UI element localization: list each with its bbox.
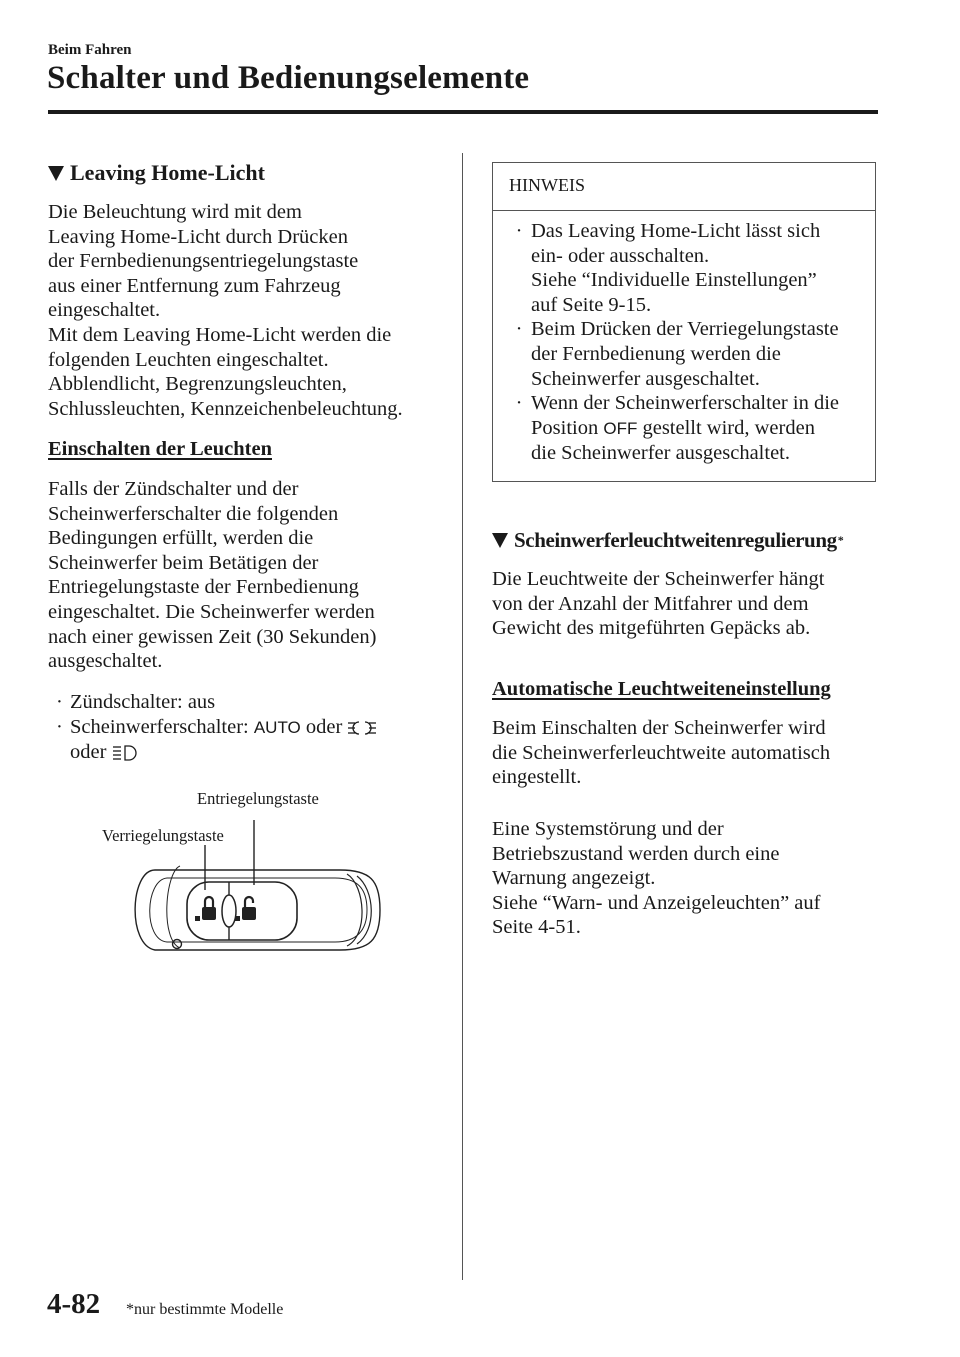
list-item: · Scheinwerferschalter: AUTO oder bbox=[56, 715, 456, 741]
triangle-marker-icon bbox=[492, 533, 508, 548]
list-item: · Beim Drücken der Verriegelungstaste der Fernbedienung werden die Scheinwerfer ausgeschaltet. bbox=[515, 318, 839, 390]
text-line: aus einer Entfernung zum Fahrzeug bbox=[48, 274, 341, 297]
key-fob-illustration bbox=[125, 790, 385, 960]
subheading-automatische: Automatische Leuchtweiteneinstellung bbox=[492, 678, 831, 700]
conditions-paragraph bbox=[48, 477, 453, 674]
lock-button-icon bbox=[202, 907, 216, 920]
text-line: Leaving Home-Licht durch Drücken bbox=[48, 225, 348, 248]
text-line: Scheinwerfer beim Betätigen der bbox=[48, 551, 319, 574]
text-line: nach einer gewissen Zeit (30 Sekunden) bbox=[48, 625, 377, 648]
headlight-icon bbox=[112, 743, 138, 763]
parking-light-icon bbox=[347, 718, 377, 738]
text-line: Eine Systemstörung und der bbox=[492, 818, 724, 840]
section-heading-text: Scheinwerferleuchtweitenregulierung bbox=[514, 528, 837, 552]
auto-position-label: AUTO bbox=[253, 717, 301, 737]
text-line: Seite 4-51. bbox=[492, 916, 581, 939]
list-item: · Zündschalter: aus bbox=[56, 691, 216, 713]
bullet-text: Zündschalter: aus bbox=[70, 691, 216, 713]
off-position-label: OFF bbox=[603, 418, 638, 438]
text-line: folgenden Leuchten eingeschaltet. bbox=[48, 348, 329, 371]
section-heading-leuchtweite bbox=[492, 528, 843, 553]
text-line: Scheinwerferschalter die folgenden bbox=[48, 502, 339, 525]
list-item: · Wenn der Scheinwerferschalter in die Position OFF gestellt wird, werden die Scheinwerfer ausgeschaltet. bbox=[515, 392, 839, 465]
column-divider bbox=[462, 153, 463, 1280]
text-line: Abblendlicht, Begrenzungsleuchten, bbox=[48, 373, 347, 396]
triangle-marker-icon bbox=[48, 166, 64, 181]
text-line: Die Beleuchtung wird mit dem bbox=[48, 201, 302, 223]
footnote-marker: * bbox=[837, 533, 844, 547]
text-line: eingeschaltet. bbox=[48, 299, 161, 322]
bullet-text: Scheinwerferschalter: bbox=[70, 715, 254, 738]
section-heading-text: Leaving Home-Licht bbox=[70, 160, 265, 185]
text-line: von der Anzahl der Mitfahrer und dem bbox=[492, 592, 809, 615]
text-line: Bedingungen erfüllt, werden die bbox=[48, 527, 314, 550]
text-line: Mit dem Leaving Home-Licht werden die bbox=[48, 323, 392, 346]
text-line: Die Leuchtweite der Scheinwerfer hängt bbox=[492, 568, 825, 590]
note-header bbox=[493, 163, 875, 211]
subheading-einschalten: Einschalten der Leuchten bbox=[48, 438, 272, 460]
condition-list bbox=[56, 690, 456, 765]
note-box bbox=[492, 162, 876, 482]
section-heading-leaving-home bbox=[48, 160, 265, 186]
auto-paragraph bbox=[492, 716, 877, 790]
header-rule bbox=[48, 110, 878, 114]
text-line: der Fernbedienungsentriegelungstaste bbox=[48, 250, 359, 273]
text-line: Falls der Zündschalter und der bbox=[48, 478, 299, 500]
text-line: eingeschaltet. Die Scheinwerfer werden bbox=[48, 600, 375, 623]
text-line: Beim Einschalten der Scheinwerfer wird bbox=[492, 717, 826, 739]
text-line: eingestellt. bbox=[492, 766, 582, 789]
page-number: 4-82 bbox=[47, 1288, 101, 1320]
leuchtweite-intro bbox=[492, 567, 877, 641]
intro-paragraph bbox=[48, 200, 453, 421]
text-line: Siehe “Warn- und Anzeigeleuchten” auf bbox=[492, 891, 821, 914]
text-line: Betriebszustand werden durch eine bbox=[492, 842, 780, 865]
text-line: die Scheinwerferleuchtweite automatisch bbox=[492, 741, 831, 764]
list-item: · Das Leaving Home-Licht lässt sich ein- oder ausschalten. Siehe “Individuelle Einstellungen” auf Seite 9-15. bbox=[515, 220, 821, 316]
page-title: Schalter und Bedienungselemente bbox=[47, 60, 530, 96]
section-label: Beim Fahren bbox=[48, 42, 132, 58]
text-line: Schlussleuchten, Kennzeichenbeleuchtung. bbox=[48, 397, 403, 420]
list-item-continuation: oder bbox=[56, 740, 456, 765]
label-unlock-button: Entriegelungstaste bbox=[197, 789, 319, 808]
text-line: Entriegelungstaste der Fernbedienung bbox=[48, 576, 359, 599]
note-body bbox=[507, 219, 869, 466]
warning-paragraph bbox=[492, 817, 877, 940]
note-title: HINWEIS bbox=[509, 175, 585, 195]
text-line: Warnung angezeigt. bbox=[492, 867, 656, 890]
label-lock-button: Verriegelungstaste bbox=[102, 826, 224, 845]
unlock-button-icon bbox=[242, 907, 256, 920]
text-line: Gewicht des mitgeführten Gepäcks ab. bbox=[492, 617, 811, 640]
text-line: ausgeschaltet. bbox=[48, 650, 163, 673]
footnote-text: *nur bestimmte Modelle bbox=[126, 1301, 284, 1318]
